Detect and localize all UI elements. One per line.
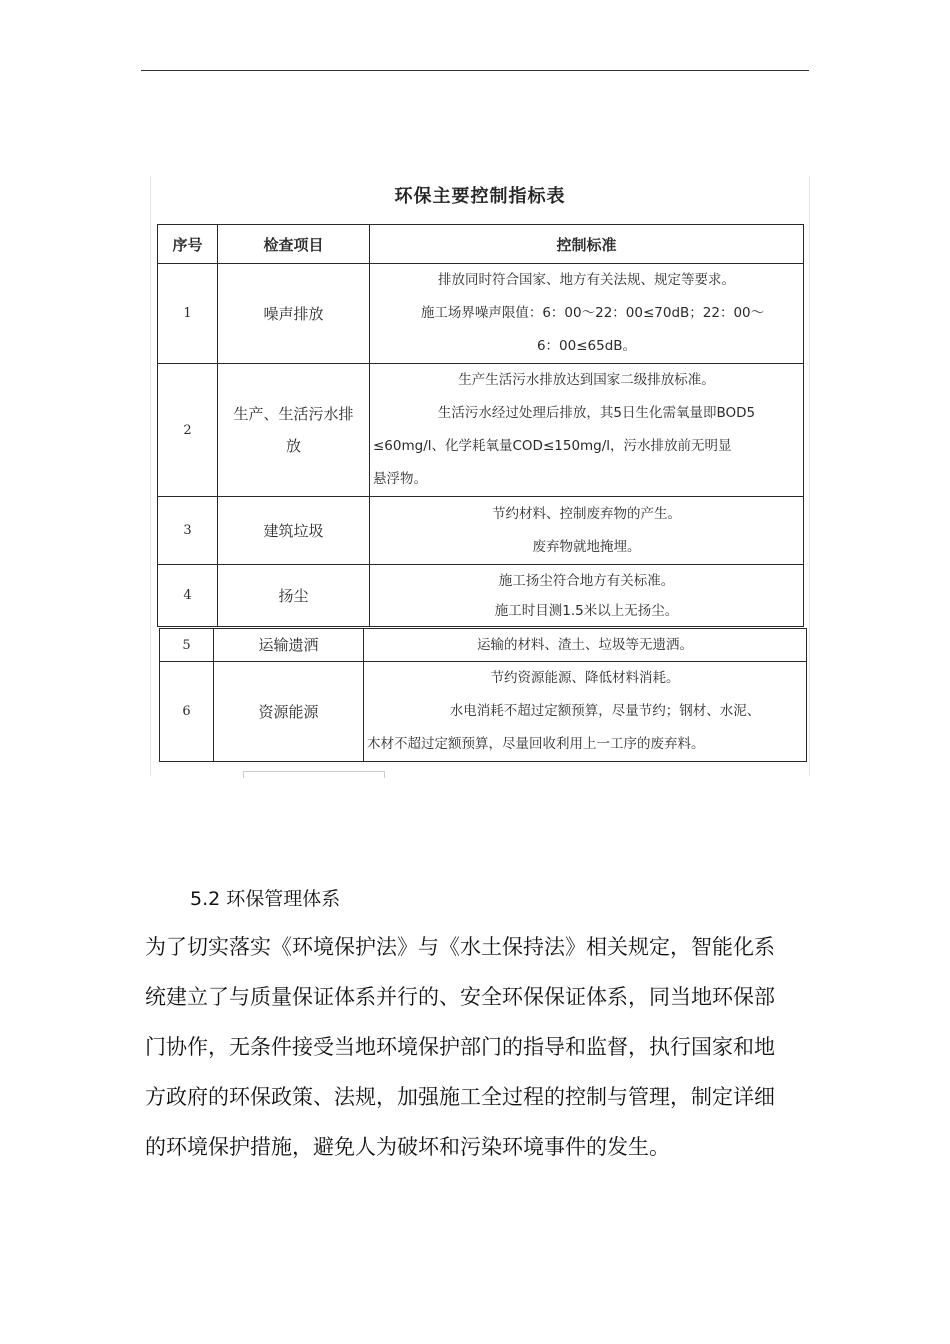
paragraph-line: 的环境保护措施，避免人为破坏和污染环境事件的发生。	[145, 1135, 670, 1159]
row-standard	[364, 662, 807, 762]
table-row	[160, 662, 807, 762]
standard-line: 水电消耗不超过定额预算，尽量节约；钢材、水泥、	[449, 703, 761, 719]
row-item	[214, 629, 364, 662]
row-item	[218, 497, 370, 565]
section-heading: 5.2 环保管理体系	[190, 888, 341, 910]
header-rule	[141, 70, 809, 71]
standard-line: 生产生活污水排放达到国家二级排放标准。	[458, 372, 715, 388]
standard-line: 节约资源能源、降低材料消耗。	[490, 670, 680, 686]
row-item	[214, 662, 364, 762]
section-paragraph	[145, 922, 821, 1172]
table-header-row	[158, 225, 804, 264]
table-row	[158, 264, 804, 364]
header-cell-item: 检查项目	[218, 225, 370, 264]
paragraph-line: 为了切实落实《环境保护法》与《水土保持法》相关规定，智能化系	[145, 935, 775, 959]
row-number: 3	[158, 497, 218, 565]
row-item-line: 噪声排放	[263, 304, 324, 323]
standard-line: 排放同时符合国家、地方有关法规、规定等要求。	[438, 272, 735, 288]
image-edge	[150, 176, 151, 776]
table-row	[158, 497, 804, 565]
header-cell-standard: 控制标准	[370, 225, 804, 264]
image-edge	[809, 176, 810, 776]
row-number: 6	[160, 662, 214, 762]
row-number: 1	[158, 264, 218, 364]
row-standard	[370, 497, 804, 565]
row-item-line: 扬尘	[278, 586, 309, 605]
standard-line: 施工场界噪声限值：6：00～22：00≤70dB；22：00～	[420, 305, 765, 321]
paragraph-line: 统建立了与质量保证体系并行的、安全环保保证体系，同当地环保部	[145, 985, 775, 1009]
row-number: 5	[160, 629, 214, 662]
standard-line: 6：00≤65dB。	[536, 338, 637, 354]
standard-line: 废弃物就地掩埋。	[532, 538, 641, 555]
standard-line: 生活污水经过处理后排放，其5日生化需氧量即BOD5	[437, 405, 756, 421]
paragraph-line: 门协作，无条件接受当地环境保护部门的指导和监督，执行国家和地	[145, 1035, 775, 1059]
row-standard	[370, 364, 804, 497]
control-table-continued	[159, 628, 807, 762]
row-standard	[364, 629, 807, 662]
row-number: 2	[158, 364, 218, 497]
row-item-line: 放	[285, 437, 301, 455]
row-item	[218, 364, 370, 497]
table-row	[160, 629, 807, 662]
paragraph-line: 方政府的环保政策、法规，加强施工全过程的控制与管理，制定详细	[145, 1085, 775, 1109]
row-standard	[370, 264, 804, 364]
header-cell-no: 序号	[158, 225, 218, 264]
row-standard	[370, 565, 804, 627]
control-index-table-image	[150, 176, 810, 776]
row-item	[218, 264, 370, 364]
row-number: 4	[158, 565, 218, 627]
row-item	[218, 565, 370, 627]
standard-line: 木材不超过定额预算，尽量回收利用上一工序的废弃料。	[367, 736, 705, 752]
image-artifact	[243, 771, 385, 778]
standard-line: 悬浮物。	[373, 471, 427, 487]
row-item-line: 生产、生活污水排	[233, 405, 354, 423]
row-item-line: 建筑垃圾	[263, 521, 324, 540]
standard-line: 运输的材料、渣土、垃圾等无遗洒。	[477, 637, 693, 653]
table-row	[158, 364, 804, 497]
row-item-line: 运输遗洒	[258, 636, 319, 654]
row-item-line: 资源能源	[258, 702, 319, 721]
table-title: 环保主要控制指标表	[394, 186, 566, 207]
standard-line: 施工扬尘符合地方有关标准。	[498, 572, 675, 589]
standard-line: ≤60mg/l、化学耗氧量COD≤150mg/l，污水排放前无明显	[373, 438, 732, 454]
standard-line: 施工时目测1.5米以上无扬尘。	[494, 602, 679, 619]
control-table	[157, 224, 804, 627]
table-row	[158, 565, 804, 627]
standard-line: 节约材料、控制废弃物的产生。	[492, 505, 681, 522]
